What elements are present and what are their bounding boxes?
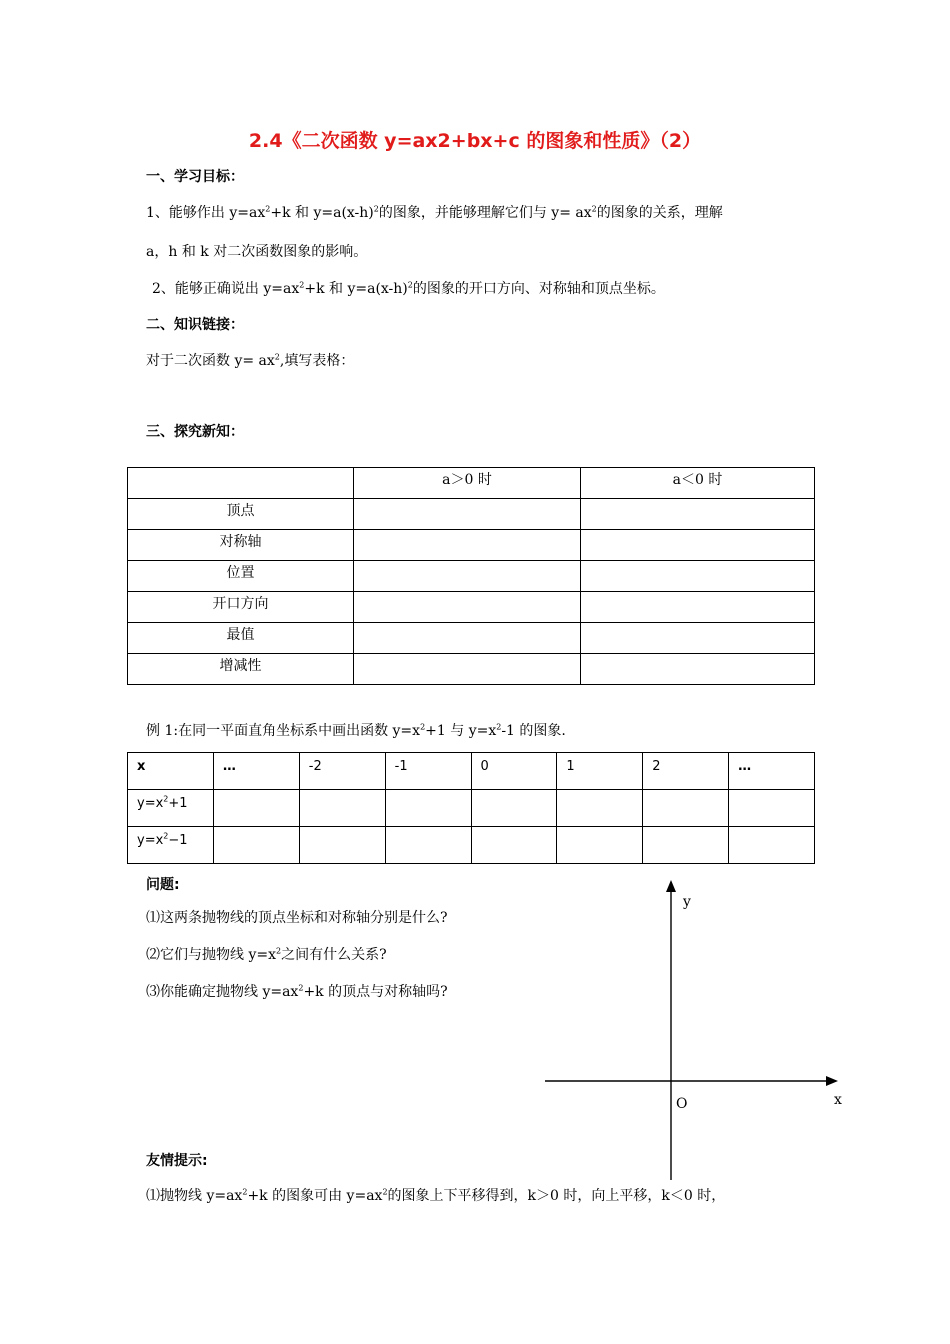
row-label: 最值 — [128, 623, 354, 654]
table-row — [128, 592, 815, 623]
table-cell[interactable] — [643, 790, 729, 827]
table-cell[interactable] — [354, 592, 581, 623]
origin-label: O — [676, 1096, 688, 1112]
table-cell: 0 — [471, 753, 557, 790]
row-label: 位置 — [128, 561, 354, 592]
table-cell[interactable] — [581, 592, 815, 623]
table-cell: -2 — [299, 753, 385, 790]
section2-text: 对于二次函数 $y= ax^2$,填写表格： — [146, 352, 355, 369]
hint-heading: 友情提示: — [146, 1153, 208, 1169]
row-label: 增减性 — [128, 654, 354, 685]
table-cell[interactable] — [471, 790, 557, 827]
section2-heading: 二、知识链接： — [146, 317, 244, 333]
table-row — [128, 561, 815, 592]
table-cell[interactable] — [299, 827, 385, 864]
coordinate-axes — [540, 875, 850, 1185]
row-label: 开口方向 — [128, 592, 354, 623]
properties-table — [127, 467, 815, 685]
table-cell: … — [729, 753, 815, 790]
table-row — [128, 753, 815, 790]
table-row — [128, 790, 815, 827]
section3-heading: 三、探究新知： — [146, 424, 244, 440]
objective-1-line2: a，h 和 k 对二次函数图象的影响。 — [146, 244, 368, 260]
table-cell[interactable] — [581, 530, 815, 561]
table-cell: a＞0 时 — [354, 468, 581, 499]
objective-2: 2、能够正确说出 $y=ax^2+k$ 和 $y=a(x-h)^2$的图象的开口方向、对称轴和顶点坐标。 — [152, 280, 665, 297]
table-cell[interactable] — [354, 623, 581, 654]
table-cell: … — [213, 753, 299, 790]
table-cell[interactable] — [213, 790, 299, 827]
table-cell[interactable] — [354, 654, 581, 685]
y-axis-arrow-icon — [666, 880, 676, 892]
x-axis-arrow-icon — [826, 1076, 838, 1086]
objective-1-line1: 1、能够作出 $y=ax^2+k$ 和 $y=a(x-h)^2$的图象，并能够理解它们与 $y= ax^2$的图象的关系，理解 — [146, 204, 723, 221]
table-cell: -1 — [385, 753, 471, 790]
table-cell[interactable] — [581, 561, 815, 592]
y-axis-label: y — [683, 894, 691, 910]
table-cell[interactable] — [213, 827, 299, 864]
question-3: ⑶你能确定抛物线 $y=ax^2+k$ 的顶点与对称轴吗? — [146, 983, 448, 1000]
values-table — [127, 752, 815, 864]
table-cell[interactable] — [729, 827, 815, 864]
table-cell[interactable] — [643, 827, 729, 864]
table-row — [128, 827, 815, 864]
row-label: $y=x^2+1$ — [128, 790, 214, 827]
table-cell: 2 — [643, 753, 729, 790]
table-cell[interactable] — [471, 827, 557, 864]
table-cell: a＜0 时 — [581, 468, 815, 499]
table-cell[interactable] — [385, 790, 471, 827]
hint-1: ⑴抛物线 $y=ax^2+k$ 的图象可由 $y=ax^2$的图象上下平移得到，k＞0 时，向上平移，k＜0 时， — [146, 1187, 726, 1204]
table-cell[interactable] — [729, 790, 815, 827]
table-cell[interactable] — [354, 561, 581, 592]
table-cell[interactable] — [581, 499, 815, 530]
question-2: ⑵它们与抛物线 $y=x^2$之间有什么关系? — [146, 946, 387, 963]
x-axis-label: x — [834, 1092, 842, 1108]
table-cell[interactable] — [581, 623, 815, 654]
table-cell: x — [128, 753, 214, 790]
table-cell[interactable] — [354, 499, 581, 530]
row-label: $y=x^2-1$ — [128, 827, 214, 864]
row-label: 对称轴 — [128, 530, 354, 561]
page-title: 2.4《二次函数 y=ax2+bx+c 的图象和性质》（2） — [248, 130, 702, 152]
table-cell[interactable] — [557, 790, 643, 827]
table-cell[interactable] — [385, 827, 471, 864]
question-1: ⑴这两条抛物线的顶点坐标和对称轴分别是什么? — [146, 910, 448, 926]
table-row — [128, 623, 815, 654]
example-1-text: 例 1:在同一平面直角坐标系中画出函数 $y=x^2+1$ 与 $y=x^2-1$ 的图象. — [146, 722, 566, 739]
table-row — [128, 499, 815, 530]
table-row — [128, 530, 815, 561]
table-cell: 1 — [557, 753, 643, 790]
table-cell[interactable] — [299, 790, 385, 827]
table-row — [128, 654, 815, 685]
table-cell[interactable] — [354, 530, 581, 561]
table-row — [128, 468, 815, 499]
table-cell — [128, 468, 354, 499]
table-cell[interactable] — [557, 827, 643, 864]
section1-heading: 一、学习目标： — [146, 169, 244, 185]
questions-heading: 问题: — [146, 877, 180, 893]
table-cell[interactable] — [581, 654, 815, 685]
row-label: 顶点 — [128, 499, 354, 530]
